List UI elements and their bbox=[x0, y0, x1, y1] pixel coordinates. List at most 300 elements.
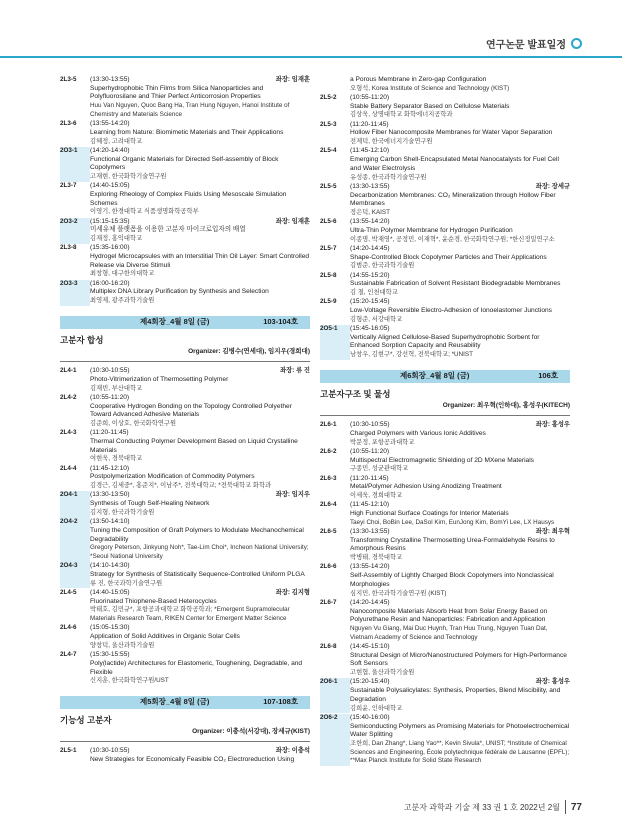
chair-label: 좌장: 임지우 bbox=[275, 491, 310, 499]
session-code: 2L6-6 bbox=[320, 563, 337, 571]
right-column bbox=[320, 76, 570, 767]
session-code: 2L5-5 bbox=[320, 182, 337, 190]
divider bbox=[320, 415, 570, 416]
time-slot: (11:20-11:45) bbox=[350, 474, 389, 482]
time-line bbox=[350, 599, 570, 608]
talk-title: Vertically Aligned Cellulose-Based Superhydrophobic Sorbent for Enhanced Sorption Capacity and Reusability bbox=[350, 333, 540, 350]
session-code bbox=[320, 76, 350, 93]
program-item bbox=[60, 182, 310, 217]
session-6-organizer: Organizer: 최우혁(인하대), 홍성우(KITECH) bbox=[442, 401, 570, 409]
session-code: 2L6-1 bbox=[320, 421, 337, 429]
authors: 박문정, 포항공과대학교 bbox=[350, 438, 415, 446]
time-slot: (14:40-15:05) bbox=[90, 588, 130, 596]
time-slot: (11:45-12:10) bbox=[350, 147, 390, 155]
authors: 전제덕, 한국에너지기술연구원 bbox=[350, 138, 433, 146]
program-item bbox=[320, 421, 570, 447]
time-line bbox=[350, 501, 570, 510]
authors: 유성종, 한국과학기술연구원 bbox=[350, 173, 427, 181]
time-slot: (10:30-10:55) bbox=[350, 421, 390, 429]
time-line bbox=[90, 367, 310, 376]
talk-title: Decarbonization Membranes: CO₂ Mineralization through Hollow Fiber Membranes bbox=[350, 191, 556, 208]
program-item bbox=[60, 491, 310, 517]
item-body bbox=[350, 714, 570, 766]
footer-journal: 고분자 과학과 기술 제 33 권 1 호 2022년 2월 bbox=[403, 802, 560, 812]
authors: 김혜정, 고려대학교 bbox=[90, 137, 143, 145]
session-code: 2L6-8 bbox=[320, 642, 337, 650]
time-slot: (14:10-14:30) bbox=[90, 562, 130, 570]
program-item bbox=[320, 643, 570, 678]
time-line bbox=[90, 491, 310, 500]
session-4-items bbox=[60, 367, 310, 686]
program-item bbox=[320, 563, 570, 598]
authors: 이영기, 한경대학교 식품생명화학공학부 bbox=[90, 208, 199, 216]
authors: 류 진, 한국과학기술연구원 bbox=[90, 579, 163, 587]
talk-title: Shape-Controlled Block Copolymer Particles and Their Applications bbox=[350, 253, 547, 261]
session-code: 2L4-7 bbox=[60, 651, 77, 659]
chair-label: 좌장: 홍성우 bbox=[535, 678, 570, 686]
talk-title: Tuning the Composition of Graft Polymers to Modulate Mechanochemical Degradability bbox=[90, 526, 304, 543]
talk-title: Self-Assembly of Lightly Charged Block Copolymers into Nonclassical Morphologies bbox=[350, 572, 554, 588]
session-code: 2L6-2 bbox=[320, 447, 337, 455]
time-slot: (16:00-16:20) bbox=[90, 279, 130, 287]
program-item bbox=[60, 651, 310, 686]
item-body bbox=[90, 518, 310, 562]
talk-title: Strategy for Synthesis of Statistically Sequence-Controlled Uniform PLGA bbox=[90, 570, 305, 578]
talk-title: Low-Voltage Reversible Electro-Adhesion of Ionoelastomer Junctions bbox=[350, 307, 552, 315]
authors: Taeyi Choi, BoBin Lee, DaSol Kim, EunJong Kim, BomYi Lee, LX Hausys bbox=[350, 518, 555, 526]
authors: 김범준, 한국과학기술원 bbox=[350, 262, 415, 270]
talk-title: New Strategies for Economically Feasible CO₂ Electroreduction Using bbox=[90, 756, 295, 764]
time-line bbox=[350, 421, 570, 430]
item-body bbox=[90, 280, 310, 306]
talk-title: Photo-Vitrimerization of Thermosetting Polymer bbox=[90, 375, 229, 383]
time-line bbox=[90, 147, 310, 156]
program-item bbox=[320, 245, 570, 271]
header-rule bbox=[0, 56, 622, 58]
session-code: 2L3-6 bbox=[60, 120, 77, 128]
program-item bbox=[60, 280, 310, 306]
time-slot: (15:20-15:45) bbox=[350, 298, 390, 306]
authors: 김준희, 이상호, 한국화학연구원 bbox=[90, 420, 177, 428]
time-line bbox=[350, 147, 570, 156]
time-line bbox=[90, 76, 310, 85]
session-code: 2O5-1 bbox=[320, 325, 350, 360]
footer-divider bbox=[565, 800, 566, 814]
authors: 심지민, 한국과학기술연구원 (KIST) bbox=[350, 589, 447, 597]
program-item bbox=[60, 367, 310, 393]
program-item bbox=[60, 624, 310, 650]
time-slot: (14:20-14:45) bbox=[350, 598, 390, 606]
authors: 정은덕, KAIST bbox=[350, 208, 390, 216]
session-code: 2L6-5 bbox=[320, 528, 337, 536]
program-item bbox=[320, 325, 570, 360]
item-body bbox=[350, 76, 570, 93]
session-code: 2O4-2 bbox=[60, 518, 90, 562]
time-line bbox=[350, 448, 570, 457]
divider bbox=[60, 741, 310, 742]
item-body bbox=[350, 475, 570, 501]
talk-title: Nanocomposite Materials Absorb Heat from Solar Energy Based on Polyurethane Resin and Nanoparticles: Fabrication and Application bbox=[350, 607, 548, 624]
chair-label: 좌장: 임재훈 bbox=[275, 76, 310, 83]
talk-title: Hydrogel Microcapsules with an Interstitial Thin Oil Layer: Smart Controlled Release via Diverse Stimuli bbox=[90, 253, 310, 269]
left-column bbox=[60, 76, 310, 765]
session-code: 2L3-5 bbox=[60, 76, 77, 83]
chair-label: 좌장: 장세규 bbox=[535, 182, 570, 190]
talk-title: Postpolymerization Modification of Commodity Polymers bbox=[90, 473, 255, 481]
item-body bbox=[90, 624, 310, 650]
session-4-organizer: Organizer: 김병수(연세대), 임지우(경희대) bbox=[188, 347, 310, 355]
item-body bbox=[350, 421, 570, 447]
talk-title: Thermal Conducting Polymer Development Based on Liquid Crystalline Materials bbox=[90, 438, 298, 454]
authors: 김재빈, 부산대학교 bbox=[90, 384, 143, 392]
session-code: 2L5-7 bbox=[320, 244, 337, 252]
time-line bbox=[90, 280, 310, 289]
page-number: 77 bbox=[570, 801, 582, 813]
time-slot: (15:05-15:30) bbox=[90, 624, 130, 632]
authors: 박태호, 김민규*, 포항공과대학교 화학공학과; *Emergent Supramolecular Materials Research Team, RIKEN Center for Emergent Matter Science bbox=[90, 606, 290, 623]
session-6-items bbox=[320, 421, 570, 766]
session-6-title: 고분자구조 및 물성 bbox=[320, 388, 391, 399]
talk-title: Cooperative Hydrogen Bonding on the Topology Controlled Polyether Toward Advanced Adhesive Materials bbox=[90, 402, 292, 419]
session-4-room: 103-104호 bbox=[263, 316, 298, 326]
session-code: 2L5-3 bbox=[320, 120, 337, 128]
time-slot: (13:50-14:10) bbox=[90, 518, 130, 526]
program-item bbox=[60, 244, 310, 279]
time-line bbox=[350, 94, 570, 103]
session-code: 2L3-7 bbox=[60, 182, 77, 190]
item-body bbox=[350, 298, 570, 324]
item-body bbox=[90, 394, 310, 429]
item-body bbox=[90, 589, 310, 624]
time-slot: (15:30-15:55) bbox=[90, 651, 130, 659]
time-slot: (13:30-13:55) bbox=[90, 76, 130, 83]
authors: 최창형, 대구한의대학교 bbox=[90, 270, 155, 278]
talk-title: Synthesis of Tough Self-Healing Network bbox=[90, 500, 210, 508]
divider bbox=[60, 361, 310, 362]
time-slot: (14:40-15:05) bbox=[90, 182, 130, 190]
time-line bbox=[90, 429, 310, 438]
time-slot: (10:55-11:20) bbox=[350, 447, 390, 455]
authors: 고재현, 한국화학기술연구원 bbox=[90, 172, 167, 180]
time-line bbox=[90, 244, 310, 253]
authors: 남창우, 김현구*, 강선혁, 전북대학교; *UNIST bbox=[350, 351, 473, 359]
session-code: 2L4-6 bbox=[60, 624, 77, 632]
time-line bbox=[350, 528, 570, 537]
talk-title: Semiconducting Polymers as Promising Materials for Photoelectrochemical Water Splitting bbox=[350, 722, 570, 739]
left-top-items bbox=[60, 76, 310, 306]
authors: 구종민, 성균관대학교 bbox=[350, 465, 409, 473]
authors: 김희윤, 인하대학교 bbox=[350, 704, 403, 712]
time-line bbox=[90, 120, 310, 129]
talk-title: Ultra-Thin Polymer Membrane for Hydrogen Purification bbox=[350, 226, 513, 234]
session-code: 2L5-9 bbox=[320, 298, 337, 306]
session-code: 2O4-3 bbox=[60, 562, 90, 588]
session-code: 2L4-3 bbox=[60, 429, 77, 437]
time-slot: (10:30-10:55) bbox=[90, 367, 130, 375]
time-slot: (14:55-15:20) bbox=[350, 271, 390, 279]
time-slot: (15:20-15:40) bbox=[350, 678, 390, 686]
time-line bbox=[90, 465, 310, 474]
time-line bbox=[90, 747, 310, 756]
session-4-title: 고분자 합성 bbox=[60, 334, 104, 345]
authors: 김지형, 한국과학기술원 bbox=[90, 508, 155, 516]
item-body bbox=[90, 747, 310, 764]
session-code: 2L4-4 bbox=[60, 464, 77, 472]
session-6-room: 106호 bbox=[538, 370, 558, 380]
time-line bbox=[90, 394, 310, 403]
talk-title: Learning from Nature: Biomimetic Materials and Their Applications bbox=[90, 128, 284, 136]
authors: Huu Van Nguyen, Quoc Bang Ha, Tran Hung Nguyen, Hanoi Institute of Chemistry and Materials Science bbox=[90, 102, 290, 118]
session-5-label: 제5회장_4월 8일 (금) bbox=[140, 697, 210, 707]
item-body bbox=[90, 429, 310, 464]
program-item bbox=[60, 562, 310, 588]
item-body bbox=[90, 182, 310, 217]
program-item bbox=[320, 94, 570, 120]
time-slot: (13:55-14:20) bbox=[90, 120, 130, 128]
item-body bbox=[90, 218, 310, 244]
authors: 이세욱, 경희대학교 bbox=[350, 492, 403, 500]
program-item bbox=[60, 465, 310, 491]
talk-title: Fluorinated Thiophene-Based Heterocycles bbox=[90, 597, 217, 605]
authors: 조한희, Dan Zhang*, Liang Yao**, Kevin Sivula*, UNIST; *Institute of Chemical Sciences and Engineering, École polytechnique fédérale de Lausanne (EPFL); **Max Planck Institute for Solid State Research bbox=[350, 739, 570, 765]
talk-title: Multiplex DNA Library Purification by Synthesis and Selection bbox=[90, 288, 269, 296]
item-body bbox=[350, 599, 570, 643]
talk-title: Sustainable Polysalicylates: Synthesis, Properties, Blend Miscibility, and Degradation bbox=[350, 687, 561, 703]
program-item bbox=[60, 589, 310, 624]
item-body bbox=[90, 562, 310, 588]
time-line bbox=[90, 589, 310, 598]
program-item bbox=[320, 714, 570, 766]
authors: 최영제, 광주과학기술원 bbox=[90, 297, 155, 305]
session-5-organizer: Organizer: 이충석(서강대), 장세규(KIST) bbox=[192, 727, 310, 735]
talk-title: Exploring Rheology of Complex Fluids Using Mesoscale Simulation Schemes bbox=[90, 190, 287, 207]
item-body bbox=[90, 651, 310, 686]
time-slot: (15:15-15:35) bbox=[90, 217, 130, 225]
time-slot: (11:45-12:10) bbox=[90, 464, 130, 472]
authors: 고현협, 울산과학기술원 bbox=[350, 669, 415, 677]
session-code: 2L6-7 bbox=[320, 598, 337, 606]
time-line bbox=[350, 475, 570, 484]
program-item bbox=[320, 298, 570, 324]
time-line bbox=[90, 518, 310, 527]
authors: 이종명, 박재영*, 공정민, 이재혁*, 윤순경, 한국화학연구원; *한신정밀연구소 bbox=[350, 235, 555, 243]
talk-title: High Functional Surface Coatings for Interior Materials bbox=[350, 510, 509, 518]
authors: 여현욱, 경북대학교 bbox=[90, 455, 143, 463]
talk-title: Superhydrophobic Thin Films from Silica Nanoparticles and Polyfluorosilane and Thier Perfect Anticorrosion Properties bbox=[90, 84, 264, 101]
item-body bbox=[350, 272, 570, 298]
talk-title: Transforming Crystalline Thermosetting Urea-Formaldehyde Resins to Amorphous Resins bbox=[350, 536, 555, 553]
authors: Nguyen Vu Giang, Mai Duc Huynh, Tran Huu Trung, Nguyen Tuan Dat, Vietnam Academy of Science and Technology bbox=[350, 624, 548, 641]
program-item bbox=[320, 218, 570, 244]
time-line bbox=[350, 563, 570, 572]
program-item bbox=[320, 183, 570, 218]
time-slot: (13:55-14:20) bbox=[350, 218, 390, 226]
program-item bbox=[60, 747, 310, 764]
time-slot: (10:55-11:20) bbox=[90, 393, 130, 401]
time-slot: (11:45-12:10) bbox=[350, 501, 390, 509]
time-slot: (14:20-14:45) bbox=[350, 244, 390, 252]
session-code: 2O3-2 bbox=[60, 218, 90, 244]
time-slot: (13:30-13:50) bbox=[90, 491, 130, 499]
program-item bbox=[320, 501, 570, 527]
item-body bbox=[350, 448, 570, 474]
talk-title: Multispectral Electromagnetic Shielding of 2D MXene Materials bbox=[350, 456, 534, 464]
time-line bbox=[90, 182, 310, 191]
time-line bbox=[350, 678, 570, 687]
program-item bbox=[320, 76, 570, 93]
authors: 김형준, 서강대학교 bbox=[350, 315, 403, 323]
program-item bbox=[60, 147, 310, 182]
time-line bbox=[350, 714, 570, 723]
chair-label: 좌장: 이충석 bbox=[275, 747, 310, 755]
session-6-bar bbox=[320, 370, 570, 383]
item-body bbox=[350, 218, 570, 244]
authors: 양창덕, 울산과학기술원 bbox=[90, 641, 155, 649]
talk-title: Application of Solid Additives in Organic Solar Cells bbox=[90, 633, 240, 641]
item-body bbox=[350, 325, 570, 360]
session-code: 2L6-3 bbox=[320, 474, 337, 482]
session-code: 2O6-2 bbox=[320, 714, 350, 766]
session-code: 2L4-5 bbox=[60, 588, 77, 596]
time-slot: (15:45-16:05) bbox=[350, 325, 390, 333]
talk-title: 미세유체 플랫폼을 이용한 고분자 마이크로입자의 배열 bbox=[90, 226, 246, 234]
session-code: 2O3-3 bbox=[60, 280, 90, 306]
time-slot: (10:30-10:55) bbox=[90, 747, 130, 755]
time-slot: (13:55-14:20) bbox=[350, 563, 390, 571]
session-4-label: 제4회장_4월 8일 (금) bbox=[140, 316, 210, 326]
item-body bbox=[350, 245, 570, 271]
time-line bbox=[350, 218, 570, 227]
talk-title: Functional Organic Materials for Directed Self-assembly of Block Copolymers bbox=[90, 155, 279, 172]
authors: 신지훈, 한국화학연구원/UST bbox=[90, 677, 169, 685]
talk-title: Stable Battery Separator Based on Cellulose Materials bbox=[350, 102, 510, 110]
chair-label: 좌장: 김지형 bbox=[275, 588, 310, 596]
program-item bbox=[320, 121, 570, 147]
time-slot: (14:20-14:40) bbox=[90, 146, 130, 154]
session-code: 2L3-8 bbox=[60, 244, 77, 252]
time-slot: (11:20-11:45) bbox=[90, 429, 129, 437]
authors: 김재정, 홍익대학교 bbox=[90, 235, 143, 243]
item-body bbox=[350, 528, 570, 563]
program-item bbox=[320, 147, 570, 182]
item-body bbox=[90, 147, 310, 182]
session-code: 2L4-2 bbox=[60, 393, 77, 401]
item-body bbox=[350, 147, 570, 182]
time-line bbox=[90, 624, 310, 633]
authors: 김상욱, 상명대학교 화학에너지공학과 bbox=[350, 111, 453, 119]
item-body bbox=[90, 120, 310, 146]
session-code: 2L5-4 bbox=[320, 147, 337, 155]
talk-title: Hollow Fiber Nanocomposite Membranes for Water Vapor Separation bbox=[350, 129, 553, 137]
time-slot: (15:40-16:00) bbox=[350, 713, 390, 721]
item-body bbox=[90, 465, 310, 491]
time-line bbox=[350, 325, 570, 334]
session-code: 2O6-1 bbox=[320, 678, 350, 713]
time-slot: (10:55-11:20) bbox=[350, 94, 390, 101]
chair-label: 좌장: 최우혁 bbox=[535, 528, 570, 536]
time-line bbox=[350, 272, 570, 281]
time-slot: (15:35-16:00) bbox=[90, 244, 130, 252]
session-5-items bbox=[60, 747, 310, 764]
time-slot: (14:45-15:10) bbox=[350, 642, 390, 650]
time-line bbox=[350, 298, 570, 307]
session-code: 2L5-2 bbox=[320, 94, 337, 101]
session-code: 2L6-4 bbox=[320, 501, 337, 509]
authors: 김 철, 인천대학교 bbox=[350, 289, 398, 297]
program-item bbox=[60, 394, 310, 429]
item-body bbox=[90, 491, 310, 517]
session-4-bar bbox=[60, 316, 310, 329]
session-code: 2L5-1 bbox=[60, 747, 77, 755]
program-item bbox=[60, 518, 310, 562]
program-item bbox=[320, 475, 570, 501]
program-item bbox=[60, 429, 310, 464]
item-body bbox=[90, 76, 310, 120]
talk-title: Emerging Carbon Shell-Encapsulated Metal Nanocatalysts for Fuel Cell and Water Electrolysis bbox=[350, 156, 559, 172]
talk-title: Sustainable Fabrication of Solvent Resistant Biodegradable Membranes bbox=[350, 280, 561, 288]
time-line bbox=[350, 183, 570, 192]
session-code: 2L4-1 bbox=[60, 367, 77, 375]
item-body bbox=[350, 183, 570, 218]
time-line bbox=[90, 562, 310, 571]
header-title: 연구논문 발표일정 bbox=[485, 40, 566, 51]
time-slot: (13:30-13:55) bbox=[350, 182, 390, 190]
chair-label: 좌장: 임재훈 bbox=[275, 217, 310, 225]
time-line bbox=[350, 245, 570, 254]
talk-title: Charged Polymers with Various Ionic Additives bbox=[350, 429, 486, 437]
item-body bbox=[350, 678, 570, 713]
item-body bbox=[350, 121, 570, 147]
authors: Gregory Peterson, Jinkyung Noh*, Tae-Lim Choi*, Incheon National University; *Seoul National University bbox=[90, 544, 309, 560]
session-6-label: 제6회장_4월 8일 (금) bbox=[400, 370, 470, 380]
session-5-room: 107-108호 bbox=[263, 697, 298, 707]
time-line bbox=[350, 643, 570, 652]
page-header bbox=[486, 36, 582, 51]
item-body bbox=[350, 501, 570, 527]
talk-title: a Porous Membrane in Zero-gap Configuration bbox=[350, 76, 487, 83]
item-body bbox=[90, 367, 310, 393]
item-body bbox=[90, 244, 310, 279]
session-code: 2O4-1 bbox=[60, 491, 90, 517]
time-line bbox=[90, 651, 310, 660]
program-item bbox=[320, 448, 570, 474]
session-code: 2O3-1 bbox=[60, 147, 90, 182]
program-item bbox=[320, 599, 570, 643]
right-top-items bbox=[320, 76, 570, 360]
program-item bbox=[320, 272, 570, 298]
program-item bbox=[60, 218, 310, 244]
program-item bbox=[60, 120, 310, 146]
session-5-title: 기능성 고분자 bbox=[60, 714, 112, 725]
time-line bbox=[350, 121, 570, 130]
item-body bbox=[350, 94, 570, 120]
program-item bbox=[320, 678, 570, 713]
authors: 김경근, 김세중*, 홍준지*, 이남주*, 전북대학교; *전북대학교 화학과 bbox=[90, 482, 272, 490]
time-slot: (11:20-11:45) bbox=[350, 120, 389, 128]
time-slot: (13:30-13:55) bbox=[350, 528, 390, 536]
item-body bbox=[350, 563, 570, 598]
talk-title: Metal/Polymer Adhesion Using Anodizing Treatment bbox=[350, 483, 502, 491]
authors: 오형석, Korea Institute of Science and Technology (KIST) bbox=[350, 84, 510, 92]
talk-title: Structural Design of Micro/Nanostructured Polymers for High-Performance Soft Sensors bbox=[350, 651, 567, 668]
program-item bbox=[320, 528, 570, 563]
circle-icon bbox=[571, 38, 582, 49]
authors: 박병태, 경북대학교 bbox=[350, 554, 403, 562]
session-5-bar bbox=[60, 696, 310, 709]
chair-label: 좌장: 홍성우 bbox=[535, 421, 570, 429]
session-code: 2L5-8 bbox=[320, 271, 337, 279]
item-body bbox=[350, 643, 570, 678]
